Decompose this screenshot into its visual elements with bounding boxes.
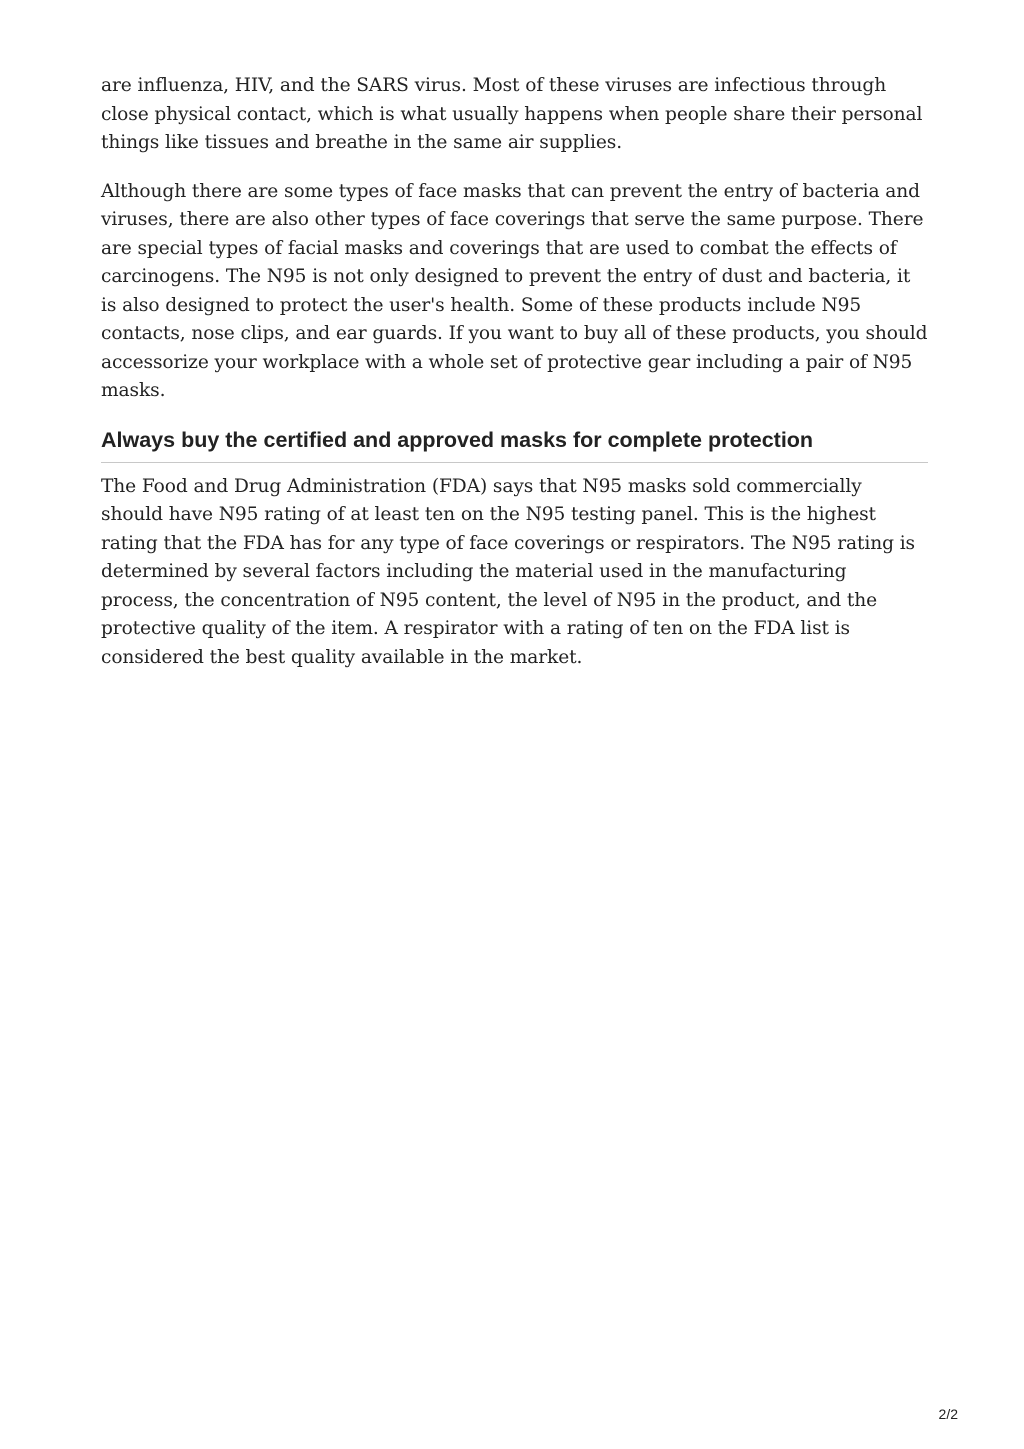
section-heading-certified-masks: Always buy the certified and approved masks for complete protection <box>101 426 928 463</box>
page-number: 2/2 <box>938 1406 958 1422</box>
paragraph-viruses: are influenza, HIV, and the SARS virus. Most of these viruses are infectious through close physical contact, which is what usually happens when people share their personal things like tissues and breathe in the same air supplies. <box>101 75 923 153</box>
article-body <box>101 72 928 692</box>
paragraph-face-coverings: Although there are some types of face masks that can prevent the entry of bacteria and viruses, there are also other types of face coverings that serve the same purpose. There are special types of facial masks and coverings that are used to combat the effects of carcinogens. The N95 is not only designed to prevent the entry of dust and bacteria, it is also designed to protect the user's health. Some of these products include N95 contacts, nose clips, and ear guards. If you want to buy all of these products, you should accessorize your workplace with a whole set of protective gear including a pair of N95 masks. <box>101 180 928 401</box>
paragraph-fda-rating: The Food and Drug Administration (FDA) says that N95 masks sold commercially should have N95 rating of at least ten on the N95 testing panel. This is the highest rating that the FDA has for any type of face coverings or respirators. The N95 rating is determined by several factors including the material used in the manufacturing process, the concentration of N95 content, the level of N95 in the product, and the protective quality of the item. A respirator with a rating of ten on the FDA list is considered the best quality available in the market. <box>101 475 915 668</box>
